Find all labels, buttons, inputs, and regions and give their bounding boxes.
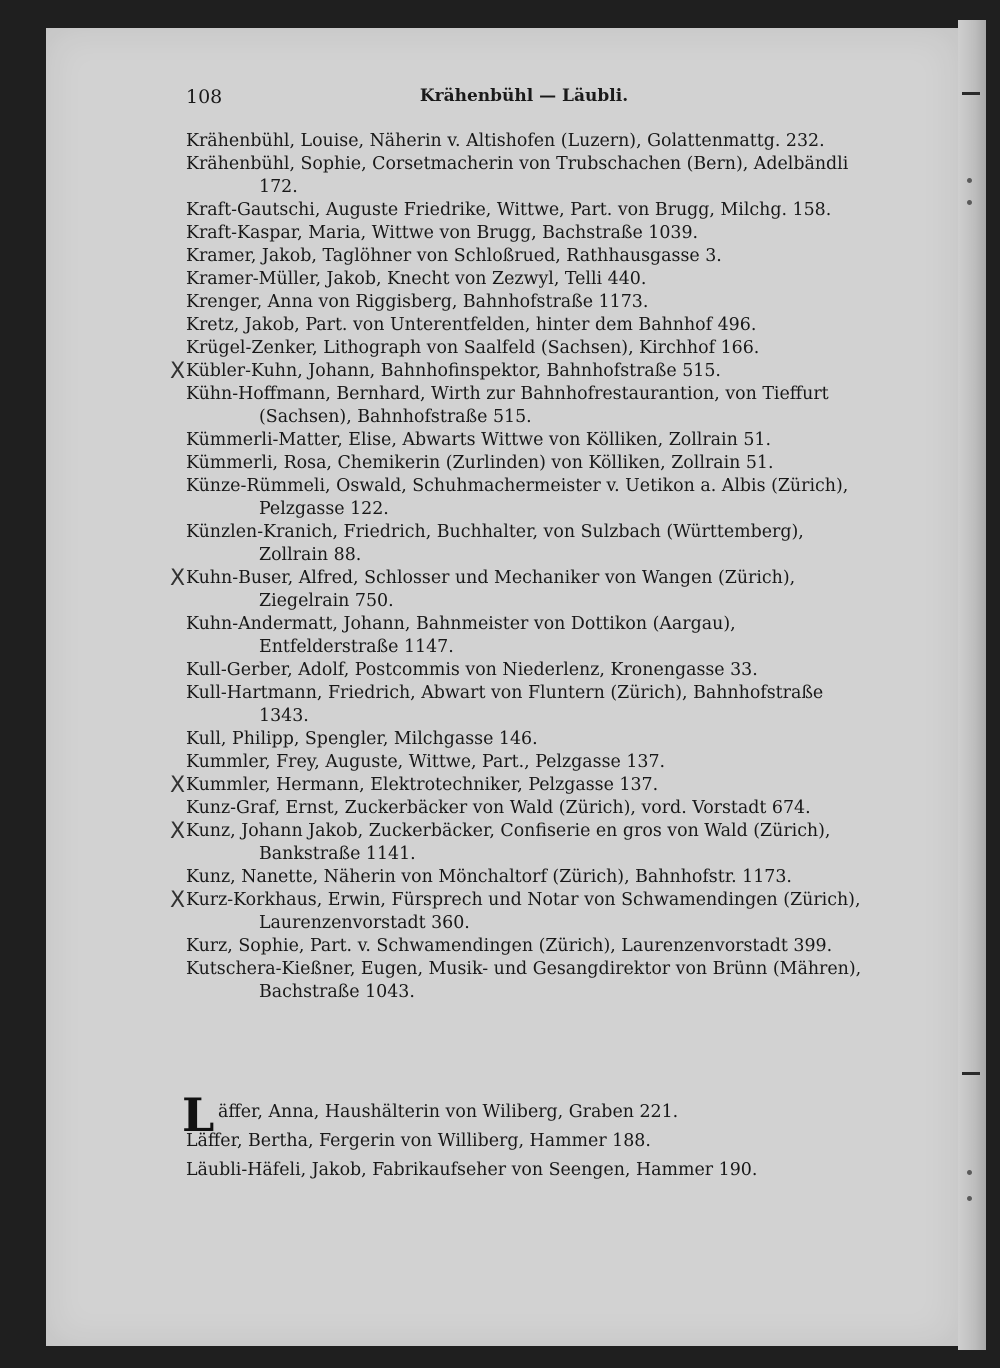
entry-text: Kurz, Sophie, Part. v. Schwamendingen (Zürich), Laurenzenvorstadt 399.	[186, 936, 833, 956]
directory-entry	[186, 314, 866, 337]
entry-text: Krenger, Anna von Riggisberg, Bahnhofstraße 1173.	[186, 292, 649, 312]
directory-entry	[186, 337, 866, 360]
directory-entry	[186, 659, 866, 682]
running-title: Krähenbühl — Läubli.	[419, 86, 629, 106]
page-header	[186, 86, 862, 112]
edge-dot	[967, 200, 972, 205]
directory-entry	[186, 130, 866, 153]
directory-entry	[186, 521, 866, 567]
edge-dot	[967, 178, 972, 183]
entry-text: Künze-Rümmeli, Oswald, Schuhmachermeister v. Uetikon a. Albis (Zürich), Pelzgasse 122.	[186, 476, 849, 519]
entry-text: Kramer-Müller, Jakob, Knecht von Zezwyl, Telli 440.	[186, 269, 647, 289]
entry-text: Kuhn-Buser, Alfred, Schlosser und Mechaniker von Wangen (Zürich), Ziegelrain 750.	[186, 568, 796, 611]
edge-tick	[962, 1072, 980, 1075]
entry-text: Kühn-Hoffmann, Bernhard, Wirth zur Bahnhofrestaurantion, von Tieffurt (Sachsen), Bahnhofstraße 515.	[186, 384, 829, 427]
directory-entry	[186, 728, 866, 751]
directory-entry	[186, 268, 866, 291]
directory-entry	[186, 866, 866, 889]
directory-entry	[186, 199, 866, 222]
directory-entry	[186, 245, 866, 268]
directory-entry	[186, 751, 866, 774]
section-l	[182, 1088, 866, 1185]
entry-text: Kummler, Hermann, Elektrotechniker, Pelzgasse 137.	[186, 775, 659, 795]
entry-text: Kümmerli-Matter, Elise, Abwarts Wittwe von Kölliken, Zollrain 51.	[186, 430, 771, 450]
entry-text: Kutschera-Kießner, Eugen, Musik- und Gesangdirektor von Brünn (Mähren), Bachstraße 1043.	[186, 959, 862, 1002]
directory-entry	[186, 153, 866, 199]
directory-entry	[170, 359, 866, 384]
entry-text: Kuhn-Andermatt, Johann, Bahnmeister von Dottikon (Aargau), Entfelderstraße 1147.	[186, 614, 736, 657]
entry-text: Kübler-Kuhn, Johann, Bahnhofinspektor, Bahnhofstraße 515.	[186, 361, 721, 381]
entry-text: Kurz-Korkhaus, Erwin, Fürsprech und Notar von Schwamendingen (Zürich), Laurenzenvorstadt 360.	[186, 890, 861, 933]
directory-entry	[170, 819, 866, 866]
directory-entry	[186, 613, 866, 659]
directory-entry	[186, 383, 866, 429]
handwritten-x-mark: X	[170, 773, 186, 798]
entry-text: Krähenbühl, Sophie, Corsetmacherin von Trubschachen (Bern), Adelbändli 172.	[186, 154, 849, 197]
directory-entry	[170, 773, 866, 798]
entry-text: Kraft-Gautschi, Auguste Friedrike, Wittwe, Part. von Brugg, Milchg. 158.	[186, 200, 832, 220]
page-number: 108	[186, 86, 223, 108]
entry-text: Krügel-Zenker, Lithograph von Saalfeld (Sachsen), Kirchhof 166.	[186, 338, 760, 358]
directory-entry	[186, 475, 866, 521]
directory-entries	[170, 130, 866, 1004]
directory-entry	[186, 291, 866, 314]
entry-text: Kull-Gerber, Adolf, Postcommis von Niederlenz, Kronengasse 33.	[186, 660, 758, 680]
entry-text: Kunz-Graf, Ernst, Zuckerbäcker von Wald (Zürich), vord. Vorstadt 674.	[186, 798, 811, 818]
drop-initial: L	[182, 1088, 215, 1142]
handwritten-x-mark: X	[170, 819, 186, 844]
directory-entry	[186, 958, 866, 1004]
entry-text: Krähenbühl, Louise, Näherin v. Altishofen (Luzern), Golattenmattg. 232.	[186, 131, 825, 151]
directory-entry	[186, 797, 866, 820]
edge-dot	[967, 1170, 972, 1175]
entry-text: Kraft-Kaspar, Maria, Wittwe von Brugg, Bachstraße 1039.	[186, 223, 699, 243]
directory-entry	[186, 222, 866, 245]
entry-text: Kull-Hartmann, Friedrich, Abwart von Fluntern (Zürich), Bahnhofstraße 1343.	[186, 683, 824, 726]
entry-text: Kümmerli, Rosa, Chemikerin (Zurlinden) von Kölliken, Zollrain 51.	[186, 453, 774, 473]
entry-text: Künzlen-Kranich, Friedrich, Buchhalter, von Sulzbach (Württemberg), Zollrain 88.	[186, 522, 804, 565]
entry-text: Kretz, Jakob, Part. von Unterentfelden, hinter dem Bahnhof 496.	[186, 315, 757, 335]
entry-text: Kummler, Frey, Auguste, Wittwe, Part., Pelzgasse 137.	[186, 752, 666, 772]
handwritten-x-mark: X	[170, 566, 186, 591]
edge-dot	[967, 1196, 972, 1201]
entry-text: Kull, Philipp, Spengler, Milchgasse 146.	[186, 729, 538, 749]
entry-text: Kunz, Nanette, Näherin von Mönchaltorf (Zürich), Bahnhofstr. 1173.	[186, 867, 792, 887]
directory-entry	[186, 935, 866, 958]
directory-entry	[186, 452, 866, 475]
handwritten-x-mark: X	[170, 888, 186, 913]
directory-entry: Läffer, Bertha, Fergerin von Williberg, Hammer 188.	[186, 1131, 651, 1151]
directory-entry	[186, 429, 866, 452]
entry-text: Kunz, Johann Jakob, Zuckerbäcker, Confiserie en gros von Wald (Zürich), Bankstraße 1141.	[186, 821, 831, 864]
entry-text: Kramer, Jakob, Taglöhner von Schloßrued, Rathhausgasse 3.	[186, 246, 722, 266]
directory-entry	[170, 566, 866, 613]
directory-entry	[170, 888, 866, 935]
directory-entry: Läubli-Häfeli, Jakob, Fabrikaufseher von Seengen, Hammer 190.	[186, 1160, 758, 1180]
directory-entry	[186, 682, 866, 728]
page-edge	[958, 20, 986, 1350]
handwritten-x-mark: X	[170, 359, 186, 384]
directory-entry: äffer, Anna, Haushälterin von Wiliberg, Graben 221.	[218, 1102, 679, 1122]
edge-tick	[962, 92, 980, 95]
